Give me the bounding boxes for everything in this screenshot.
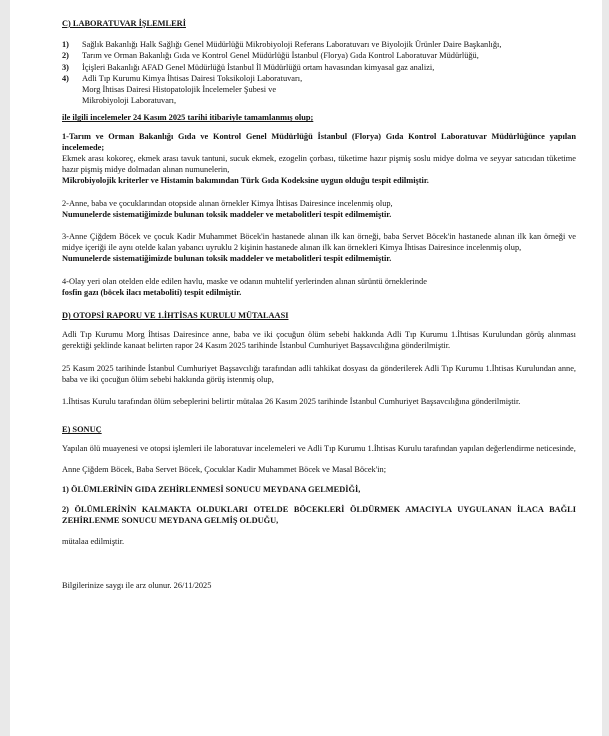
list-text: İçişleri Bakanlığı AFAD Genel Müdürlüğü İstanbul İl Müdürlüğü ortam havasından kimyasal gaz analizi, xyxy=(82,62,435,72)
finding-3-body: 3-Anne Çiğdem Böcek ve çocuk Kadir Muhammet Böcek'in hastanede alınan ilk kan örneği, baba Servet Böcek'in hastanede alınan ilk kan örneği ve midye içeriği ile aynı otelde kalan yabancı uyruklu 2 kişinin hastanede alınan ilk kan örnekleri Kimya İhtisas Dairesince incelenmiş olup, xyxy=(62,232,576,253)
finding-2-body: 2-Anne, baba ve çocuklarından otopside alınan örnekler Kimya İhtisas Dairesince incelenmiş olup, xyxy=(62,198,393,208)
conclusion-1: 1) ÖLÜMLERİNİN GIDA ZEHİRLENMESİ SONUCU MEYDANA GELMEDİĞİ, xyxy=(62,484,361,494)
finding-1-result: Mikrobiyolojik kriterler ve Histamin bakımından Türk Gıda Kodeksine uygun olduğu tespit edilmiştir. xyxy=(62,176,429,186)
list-text: Tarım ve Orman Bakanlığı Gıda ve Kontrol Genel Müdürlüğü İstanbul (Florya) Gıda Kontrol Laboratuvar Müdürlüğü, xyxy=(82,51,479,61)
finding-3-result: Numunelerde sistematiğimizde bulunan toksik maddeler ve metabolitleri tespit edilmemiştir. xyxy=(62,254,392,264)
list-text: Morg İhtisas Dairesi Histopatolojik İncelemeler Şubesi ve xyxy=(82,85,277,95)
section-e-paragraph: Anne Çiğdem Böcek, Baba Servet Böcek, Çocuklar Kadir Muhammet Böcek ve Masal Böcek'in; xyxy=(62,464,387,474)
finding-1-body: Ekmek arası kokoreç, ekmek arası tavuk tantuni, sucuk ekmek, ezogelin çorbası, tüketime hazır pişmiş soslu midye dolma ve seyyar satıcıdan tüketime hazır pişmiş midye dolmadan alınan numunelerin, xyxy=(62,154,576,175)
list-text: Mikrobiyoloji Laboratuvarı, xyxy=(82,96,177,106)
list-number: 2) xyxy=(62,51,69,61)
lab-list-item xyxy=(62,62,576,73)
section-c-heading: C) LABORATUVAR İŞLEMLERİ xyxy=(62,19,186,28)
lab-list xyxy=(62,39,576,106)
conclusion-2: 2) ÖLÜMLERİNİN KALMAKTA OLDUKLARI OTELDE BÖCEKLERİ ÖLDÜRMEK AMACIYLA UYGULANAN İLACA BAĞLI ZEHİRLENME SONUCU MEYDANA GELMİŞ OLDUĞU, xyxy=(62,505,576,526)
list-number: 1) xyxy=(62,40,69,50)
section-d-paragraph: Adli Tıp Kurumu Morg İhtisas Dairesince anne, baba ve iki çocuğun ölüm sebebi hakkında Adli Tıp Kurumu 1.İhtisas Kurulundan görüş alınması gerektiği şeklinde kanaat belirten rapor 24 Kasım 2025 tarihinde İstanbul Cumhuriyet Başsavcılığına gönderilmiştir. xyxy=(62,330,576,351)
lab-list-item xyxy=(62,39,576,50)
section-e-paragraph: Yapılan ölü muayenesi ve otopsi işlemleri ile laboratuvar incelemeleri ve Adli Tıp Kurumu 1.İhtisas Kurulu tarafından yapılan değerlendirme neticesinde, xyxy=(62,444,576,454)
finding-2-result: Numunelerde sistematiğimizde bulunan toksik maddeler ve metabolitleri tespit edilmemiştir. xyxy=(62,209,392,219)
closing-line: Bilgilerinize saygı ile arz olunur. 26/11/2025 xyxy=(62,580,212,590)
list-number: 3) xyxy=(62,62,69,72)
section-d-paragraph: 25 Kasım 2025 tarihinde İstanbul Cumhuriyet Başsavcılığı tarafından adli tahkikat dosyası da gönderilerek Adli Tıp Kurumu 1.İhtisas Kurulundan anne, baba ve iki çocuğun ölüm sebebi hakkında görüş istenmiş olup, xyxy=(62,363,576,384)
section-e-heading: E) SONUÇ xyxy=(62,425,102,435)
section-d-paragraph: 1.İhtisas Kurulu tarafından ölüm sebeplerini belirtir mütalaa 26 Kasım 2025 tarihinde İstanbul Cumhuriyet Başsavcılığına gönderilmiştir. xyxy=(62,397,521,407)
lab-list-item xyxy=(62,73,576,107)
list-text: Sağlık Bakanlığı Halk Sağlığı Genel Müdürlüğü Mikrobiyoloji Referans Laboratuvarı ve Biyolojik Ürünler Daire Başkanlığı, xyxy=(82,40,502,50)
list-number: 4) xyxy=(62,73,69,83)
document-page xyxy=(10,0,602,736)
list-text: Adli Tıp Kurumu Kimya İhtisas Dairesi Toksikoloji Laboratuvarı, xyxy=(82,73,303,83)
section-e-paragraph: mütalaa edilmiştir. xyxy=(62,536,125,546)
section-d-heading: D) OTOPSİ RAPORU VE 1.İHTİSAS KURULU MÜTALAASI xyxy=(62,311,289,321)
finding-4-body: 4-Olay yeri olan otelden elde edilen havlu, maske ve odanın muhtelif yerlerinden alınan sürüntü örneklerinde xyxy=(62,276,427,286)
results-intro: ile ilgili incelemeler 24 Kasım 2025 tarihi itibariyle tamamlanmış olup; xyxy=(62,113,314,123)
finding-4-result: fosfin gazı (böcek ilacı metaboliti) tespit edilmiştir. xyxy=(62,287,242,297)
finding-1-title: 1-Tarım ve Orman Bakanlığı Gıda ve Kontrol Genel Müdürlüğü İstanbul (Florya) Gıda Kontrol Laboratuvar Müdürlüğünce yapılan incelemede; xyxy=(62,131,576,152)
lab-list-item xyxy=(62,50,576,61)
